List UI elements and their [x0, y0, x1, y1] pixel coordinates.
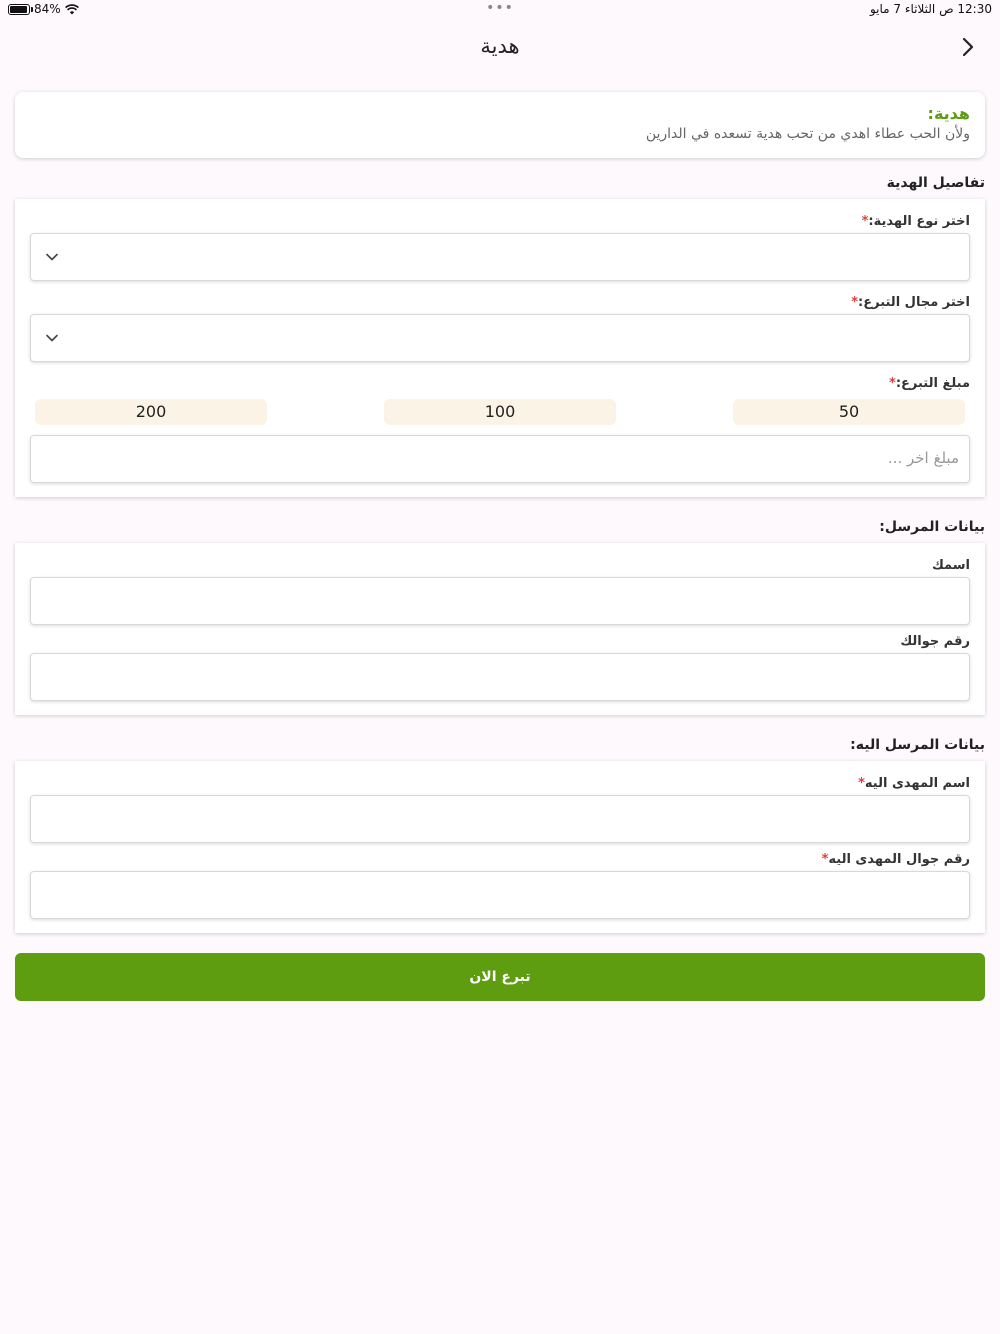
gift-details-title: تفاصيل الهدية — [886, 175, 985, 191]
other-amount-input[interactable] — [30, 435, 970, 483]
required-mark: * — [861, 214, 869, 229]
amount-option-100[interactable]: 100 — [384, 399, 616, 425]
amount-label — [885, 376, 970, 391]
page-title: هدية — [480, 34, 520, 58]
recipient-name-label — [854, 776, 970, 791]
required-mark: * — [889, 376, 896, 391]
amount-label-text: مبلغ التبرع: — [895, 376, 970, 391]
required-mark: * — [858, 776, 865, 791]
chevron-down-icon — [45, 250, 59, 264]
sender-name-input[interactable] — [30, 577, 970, 625]
amount-option-200[interactable]: 200 — [35, 399, 267, 425]
sender-section-title: بيانات المرسل: — [879, 519, 985, 535]
recipient-phone-label — [818, 852, 970, 867]
intro-text: ولأن الحب عطاء اهدي من تحب هدية تسعده في الدارين — [645, 126, 970, 142]
chevron-right-icon — [961, 36, 975, 58]
battery-percent: 84% — [34, 2, 61, 16]
other-amount-placeholder: مبلغ اخر ... — [887, 449, 959, 467]
sender-phone-label: رقم جوالك — [900, 634, 970, 649]
gift-type-label — [858, 214, 970, 229]
donation-field-label-text: اختر مجال التبرع: — [858, 295, 970, 310]
recipient-name-label-text: اسم المهدى اليه — [864, 776, 970, 791]
chevron-down-icon — [45, 331, 59, 345]
sender-phone-input[interactable] — [30, 653, 970, 701]
required-mark: * — [821, 852, 829, 867]
donation-field-select[interactable] — [30, 314, 970, 362]
multitask-dots[interactable]: ••• — [486, 0, 514, 16]
recipient-phone-label-text: رقم جوال المهدى اليه — [828, 852, 970, 867]
back-button[interactable] — [956, 34, 980, 60]
gift-type-label-text: اختر نوع الهدية: — [868, 214, 970, 229]
intro-title: هدية: — [927, 104, 970, 123]
status-time-date: 12:30 ص الثلاثاء 7 مايو — [869, 2, 992, 16]
recipient-phone-input[interactable] — [30, 871, 970, 919]
intro-card — [15, 92, 985, 158]
recipient-section-title: بيانات المرسل اليه: — [850, 737, 985, 753]
gift-type-select[interactable] — [30, 233, 970, 281]
sender-name-label: اسمك — [931, 558, 970, 573]
amount-option-50[interactable]: 50 — [733, 399, 965, 425]
recipient-name-input[interactable] — [30, 795, 970, 843]
donate-now-button[interactable]: تبرع الان — [15, 953, 985, 1001]
required-mark: * — [851, 295, 859, 310]
donation-field-label — [847, 295, 970, 310]
